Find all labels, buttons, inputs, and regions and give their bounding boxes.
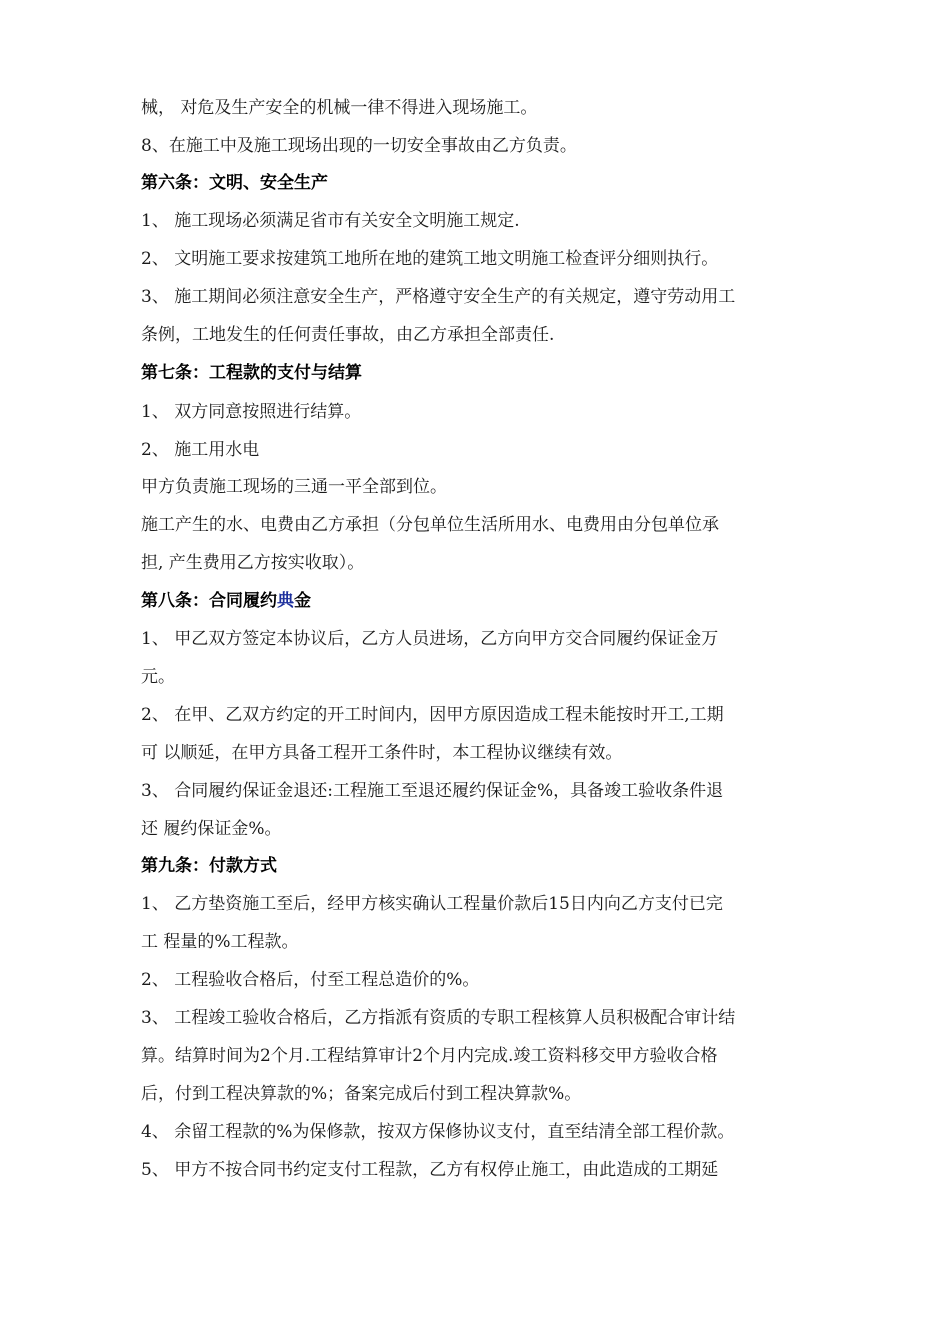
text-line: 条例，工地发生的任何责任事故，由乙方承担全部责任. [141,325,555,345]
text-line: 算。结算时间为2个月.工程结算审计2个月内完成.竣工资料移交甲方验收合格 [141,1046,718,1066]
text-line: 2、 施工用水电 [141,440,260,460]
text-line: 1、 施工现场必须满足省市有关安全文明施工规定. [141,211,520,231]
text-line: 8、在施工中及施工现场出现的一切安全事故由乙方负责。 [141,136,577,156]
article-8-heading-end: 金 [294,591,311,611]
text-line: 1、 甲乙双方签定本协议后，乙方人员进场，乙方向甲方交合同履约保证金万 [141,629,719,649]
text-line: 还 履约保证金%。 [141,819,282,839]
article-9-heading: 第九条：付款方式 [141,856,277,876]
text-line: 2、 在甲、乙双方约定的开工时间内，因甲方原因造成工程未能按时开工,工期 [141,705,724,725]
text-line: 4、 余留工程款的%为保修款，按双方保修协议支付，直至结清全部工程价款。 [141,1122,735,1142]
text-line: 5、 甲方不按合同书约定支付工程款，乙方有权停止施工，由此造成的工期延 [141,1160,719,1180]
article-8-heading-highlight: 典 [277,591,294,611]
text-line: 3、 合同履约保证金退还:工程施工至退还履约保证金%，具备竣工验收条件退 [141,781,724,801]
article-8-heading [141,590,311,612]
article-6-heading: 第六条：文明、安全生产 [141,173,328,193]
text-line: 元。 [141,667,175,687]
text-line: 施工产生的水、电费由乙方承担（分包单位生活所用水、电费用由分包单位承 [141,515,719,535]
text-line: 械， 对危及生产安全的机械一律不得进入现场施工。 [141,98,538,118]
text-line: 1、 乙方垫资施工至后，经甲方核实确认工程量价款后15日内向乙方支付已完 [141,894,723,914]
text-line: 担, 产生费用乙方按实收取）。 [141,553,365,573]
text-line: 甲方负责施工现场的三通一平全部到位。 [141,477,447,497]
text-line: 可 以顺延，在甲方具备工程开工条件时，本工程协议继续有效。 [141,743,623,763]
text-line: 工 程量的%工程款。 [141,932,299,952]
text-line: 3、 施工期间必须注意安全生产，严格遵守安全生产的有关规定，遵守劳动用工 [141,287,736,307]
article-7-heading: 第七条：工程款的支付与结算 [141,363,362,383]
text-line: 2、 工程验收合格后，付至工程总造价的%。 [141,970,480,990]
text-line: 1、 双方同意按照进行结算。 [141,402,362,422]
text-line: 后，付到工程决算款的%；备案完成后付到工程决算款%。 [141,1084,582,1104]
article-8-heading-start: 第八条：合同履约 [141,591,277,611]
text-line: 3、 工程竣工验收合格后，乙方指派有资质的专职工程核算人员积极配合审计结 [141,1008,736,1028]
text-line: 2、 文明施工要求按建筑工地所在地的建筑工地文明施工检查评分细则执行。 [141,249,719,269]
